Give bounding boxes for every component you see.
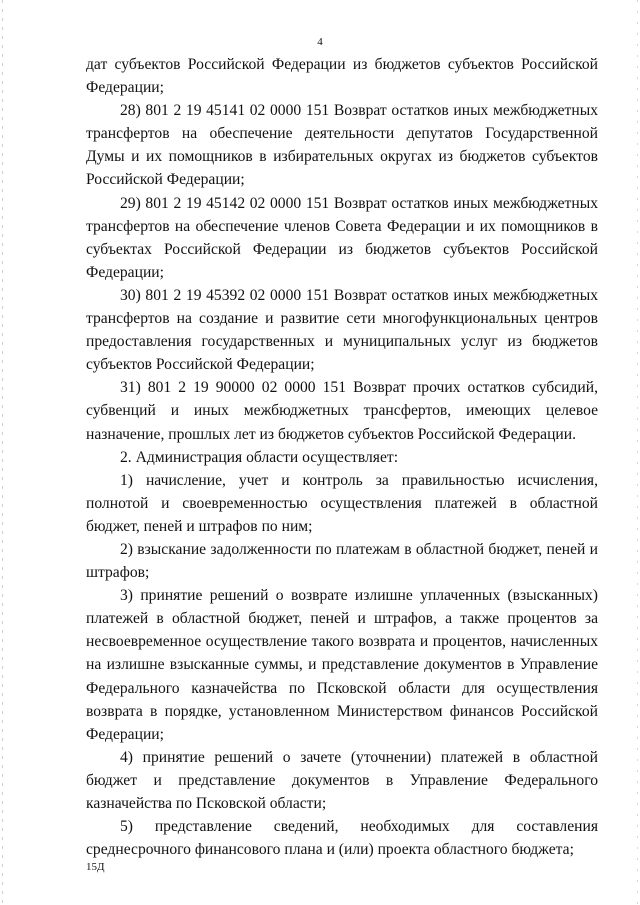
paragraph-section-2-heading: 2. Администрация области осуществляет: <box>120 448 399 466</box>
paragraph-duty-2: 2) взыскание задолженности по платежам в областной бюджет, пеней и штрафов; <box>86 540 598 582</box>
paragraph-duty-3: 3) принятие решений о возврате излишне уплаченных (взысканных) платежей в областной бюджет, пеней и штрафов, а также процентов за несвоевременное осуществление такого возврата и процентов, начисленных на излишне взысканные суммы, и представление документов в Управление Федерального казначейства по Псковской области для осуществления возврата в порядке, установленном Министерством финансов Российской Федерации; <box>86 587 598 743</box>
paragraph-item-31: 31) 801 2 19 90000 02 0000 151 Возврат прочих остатков субсидий, субвенций и иных межбюджетных трансфертов, имеющих целевое назначение, прошлых лет из бюджетов субъектов Российской Федерации. <box>86 379 598 443</box>
page-number: 4 <box>317 36 323 48</box>
paragraph-item-29: 29) 801 2 19 45142 02 0000 151 Возврат остатков иных межбюджетных трансфертов на обеспечение членов Совета Федерации и их помощников в субъектах Российской Федерации из бюджетов субъектов Российской Федерации; <box>86 194 598 281</box>
paragraph-continuation: дат субъектов Российской Федерации из бюджетов субъектов Российской Федерации; <box>86 56 598 97</box>
footer-code: 15Д <box>86 861 105 873</box>
document-body <box>86 53 598 861</box>
paragraph-item-28: 28) 801 2 19 45141 02 0000 151 Возврат остатков иных межбюджетных трансфертов на обеспечение деятельности депутатов Государственной Думы и их помощников в избирательных округах из бюджетов субъектов Российской Федерации; <box>86 102 598 189</box>
scan-edge-right <box>637 0 638 905</box>
paragraph-duty-4: 4) принятие решений о зачете (уточнении) платежей в областной бюджет и представление документов в Управление Федерального казначейства по Псковской области; <box>86 748 598 812</box>
paragraph-duty-5: 5) представление сведений, необходимых для составления среднесрочного финансового плана и (или) проекта областного бюджета; <box>86 818 598 859</box>
scan-edge-left <box>2 0 3 905</box>
paragraph-item-30: 30) 801 2 19 45392 02 0000 151 Возврат остатков иных межбюджетных трансфертов на создание и развитие сети многофункциональных центров предоставления государственных и муниципальных услуг из бюджетов субъектов Российской Федерации; <box>86 286 598 374</box>
paragraph-duty-1: 1) начисление, учет и контроль за правильностью исчисления, полнотой и своевременностью осуществления платежей в областной бюджет, пеней и штрафов по ним; <box>86 471 598 535</box>
